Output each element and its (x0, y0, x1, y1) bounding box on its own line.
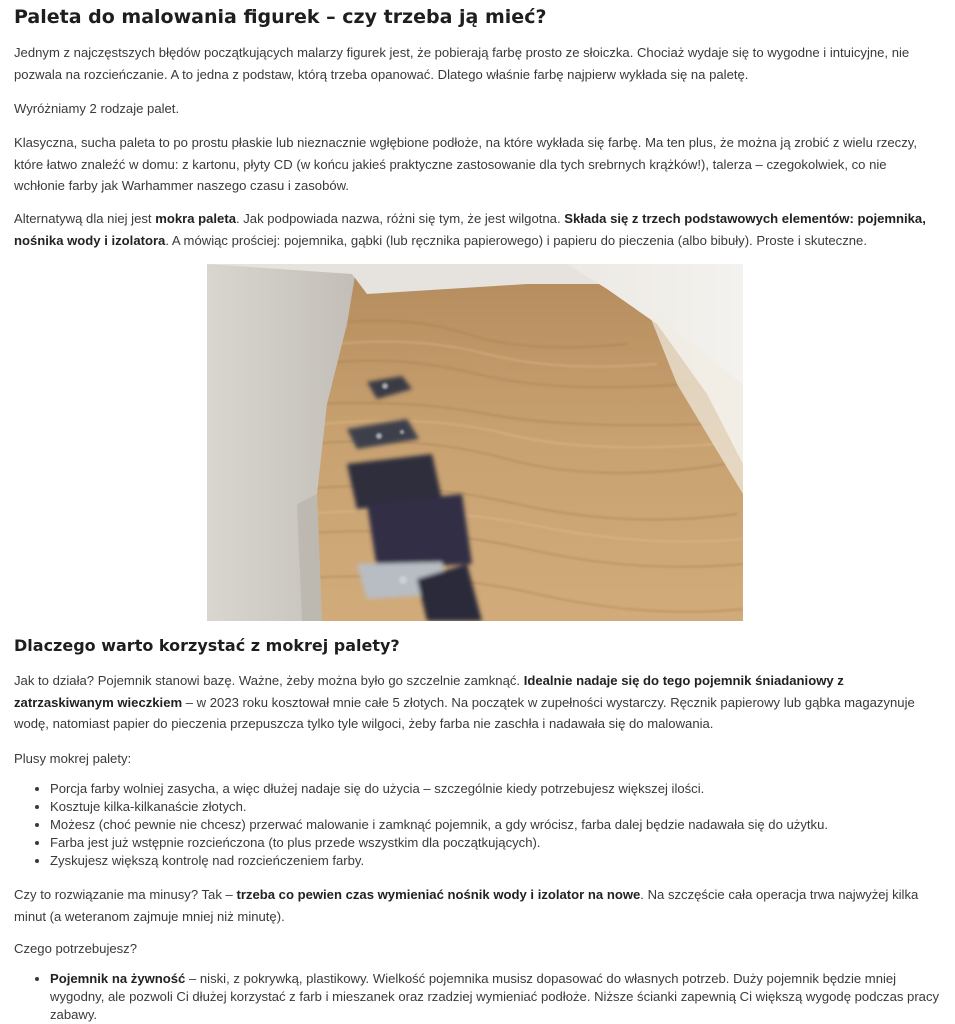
text-span: – niski, z pokrywką, plastikowy. Wielkość pojemnika musisz dopasować do własnych potrzeb. Duży pojemnik będzie mniej wygodny, ale pozwoli Ci dłużej korzystać z farb i mieszanek oraz rzadziej wymieniać podłoże. Niższe ścianki zapewnią Ci większą wygodę podczas pracy zabawy. (50, 971, 940, 1022)
paragraph-needs-intro: Czego potrzebujesz? (14, 941, 138, 956)
article-title: Paleta do malowania figurek – czy trzeba ją mieć? (14, 6, 547, 28)
list-item: • Możesz (choć pewnie nie chcesz) przerwać malowanie i zamknąć pojemnik, a gdy wrócisz, farba dalej będzie nadawała się do użytku. (50, 816, 941, 834)
paragraph-wet-palette (14, 208, 941, 251)
bold-span: Składa się z trzech podstawowych elementów: pojemnika, nośnika wody i izolatora (14, 211, 926, 248)
wet-palette-photo (207, 264, 743, 621)
paragraph-intro: Jednym z najczęstszych błędów początkujących malarzy figurek jest, że pobierają farbę prosto ze słoiczka. Chociaż wydaje się to wygodne i intuicyjne, nie pozwala na rozcieńczanie. A to jedna z podstaw, którą trzeba opanować. Dlatego właśnie farbę najpierw wykłada się na paletę. (14, 45, 910, 82)
needs-list (14, 970, 941, 1024)
text-span: . Jak podpowiada nazwa, różni się tym, że jest wilgotna. (235, 211, 565, 226)
text-span: Jak to działa? Pojemnik stanowi bazę. Ważne, żeby można było go szczelnie zamknąć. (14, 673, 524, 688)
text-span: – w 2023 roku kosztował mnie całe 5 złotych. Na początek w zupełności wystarczy. Ręcznik papierowy lub gąbka magazynuje wodę, natomiast papier do pieczenia przepuszcza tylko tyle wilgoci, żeby farba nie zaschła i nadawała się do malowania. (14, 694, 915, 731)
list-item: • Zyskujesz większą kontrolę nad rozcieńczeniem farby. (50, 852, 941, 870)
pros-list (14, 780, 941, 870)
text-span: . Na szczęście cała operacja trwa najwyżej kilka minut (a weteranom zajmuje mniej niż minutę). (14, 887, 919, 924)
paragraph-palette-types: Wyróżniamy 2 rodzaje palet. (14, 101, 180, 116)
bold-span: Pojemnik na żywność (50, 971, 186, 986)
bold-span: mokra paleta (155, 211, 236, 226)
section-heading: Dlaczego warto korzystać z mokrej palety? (14, 636, 400, 655)
paragraph-dry-palette: Klasyczna, sucha paleta to po prostu płaskie lub nieznacznie wgłębione podłoże, na które wykłada się farbę. Ma ten plus, że można ją zrobić z wielu rzeczy, które łatwo znaleźć w domu: z kartonu, płyty CD (w końcu jakieś praktyczne zastosowanie dla tych srebrnych krążków!), talerza – czegokolwiek, co nie wchłonie farby jak Warhammer naszego czasu i zasobów. (14, 135, 917, 193)
text-span: Czy to rozwiązanie ma minusy? Tak – (14, 887, 237, 902)
list-item (50, 970, 941, 1024)
bold-span: trzeba co pewien czas wymieniać nośnik wody i izolator na nowe (236, 887, 641, 902)
list-item: • Porcja farby wolniej zasycha, a więc dłużej nadaje się do użycia – szczególnie kiedy potrzebujesz większej ilości. (50, 780, 941, 798)
list-item: • Farba jest już wstępnie rozcieńczona (to plus przede wszystkim dla początkujących). (50, 834, 941, 852)
text-span: . A mówiąc prościej: pojemnika, gąbki (lub ręcznika papierowego) i papieru do pieczenia (albo bibuły). Proste i skuteczne. (165, 232, 867, 248)
paragraph-how-it-works (14, 670, 941, 735)
bold-span: Idealnie nadaje się do tego pojemnik śniadaniowy z zatrzaskiwanym wieczkiem (14, 673, 844, 710)
text-span: Alternatywą dla niej jest (14, 211, 156, 226)
paragraph-pros-intro: Plusy mokrej palety: (14, 751, 132, 766)
paragraph-cons (14, 884, 941, 927)
list-item: • Kosztuje kilka-kilkanaście złotych. (50, 798, 941, 816)
